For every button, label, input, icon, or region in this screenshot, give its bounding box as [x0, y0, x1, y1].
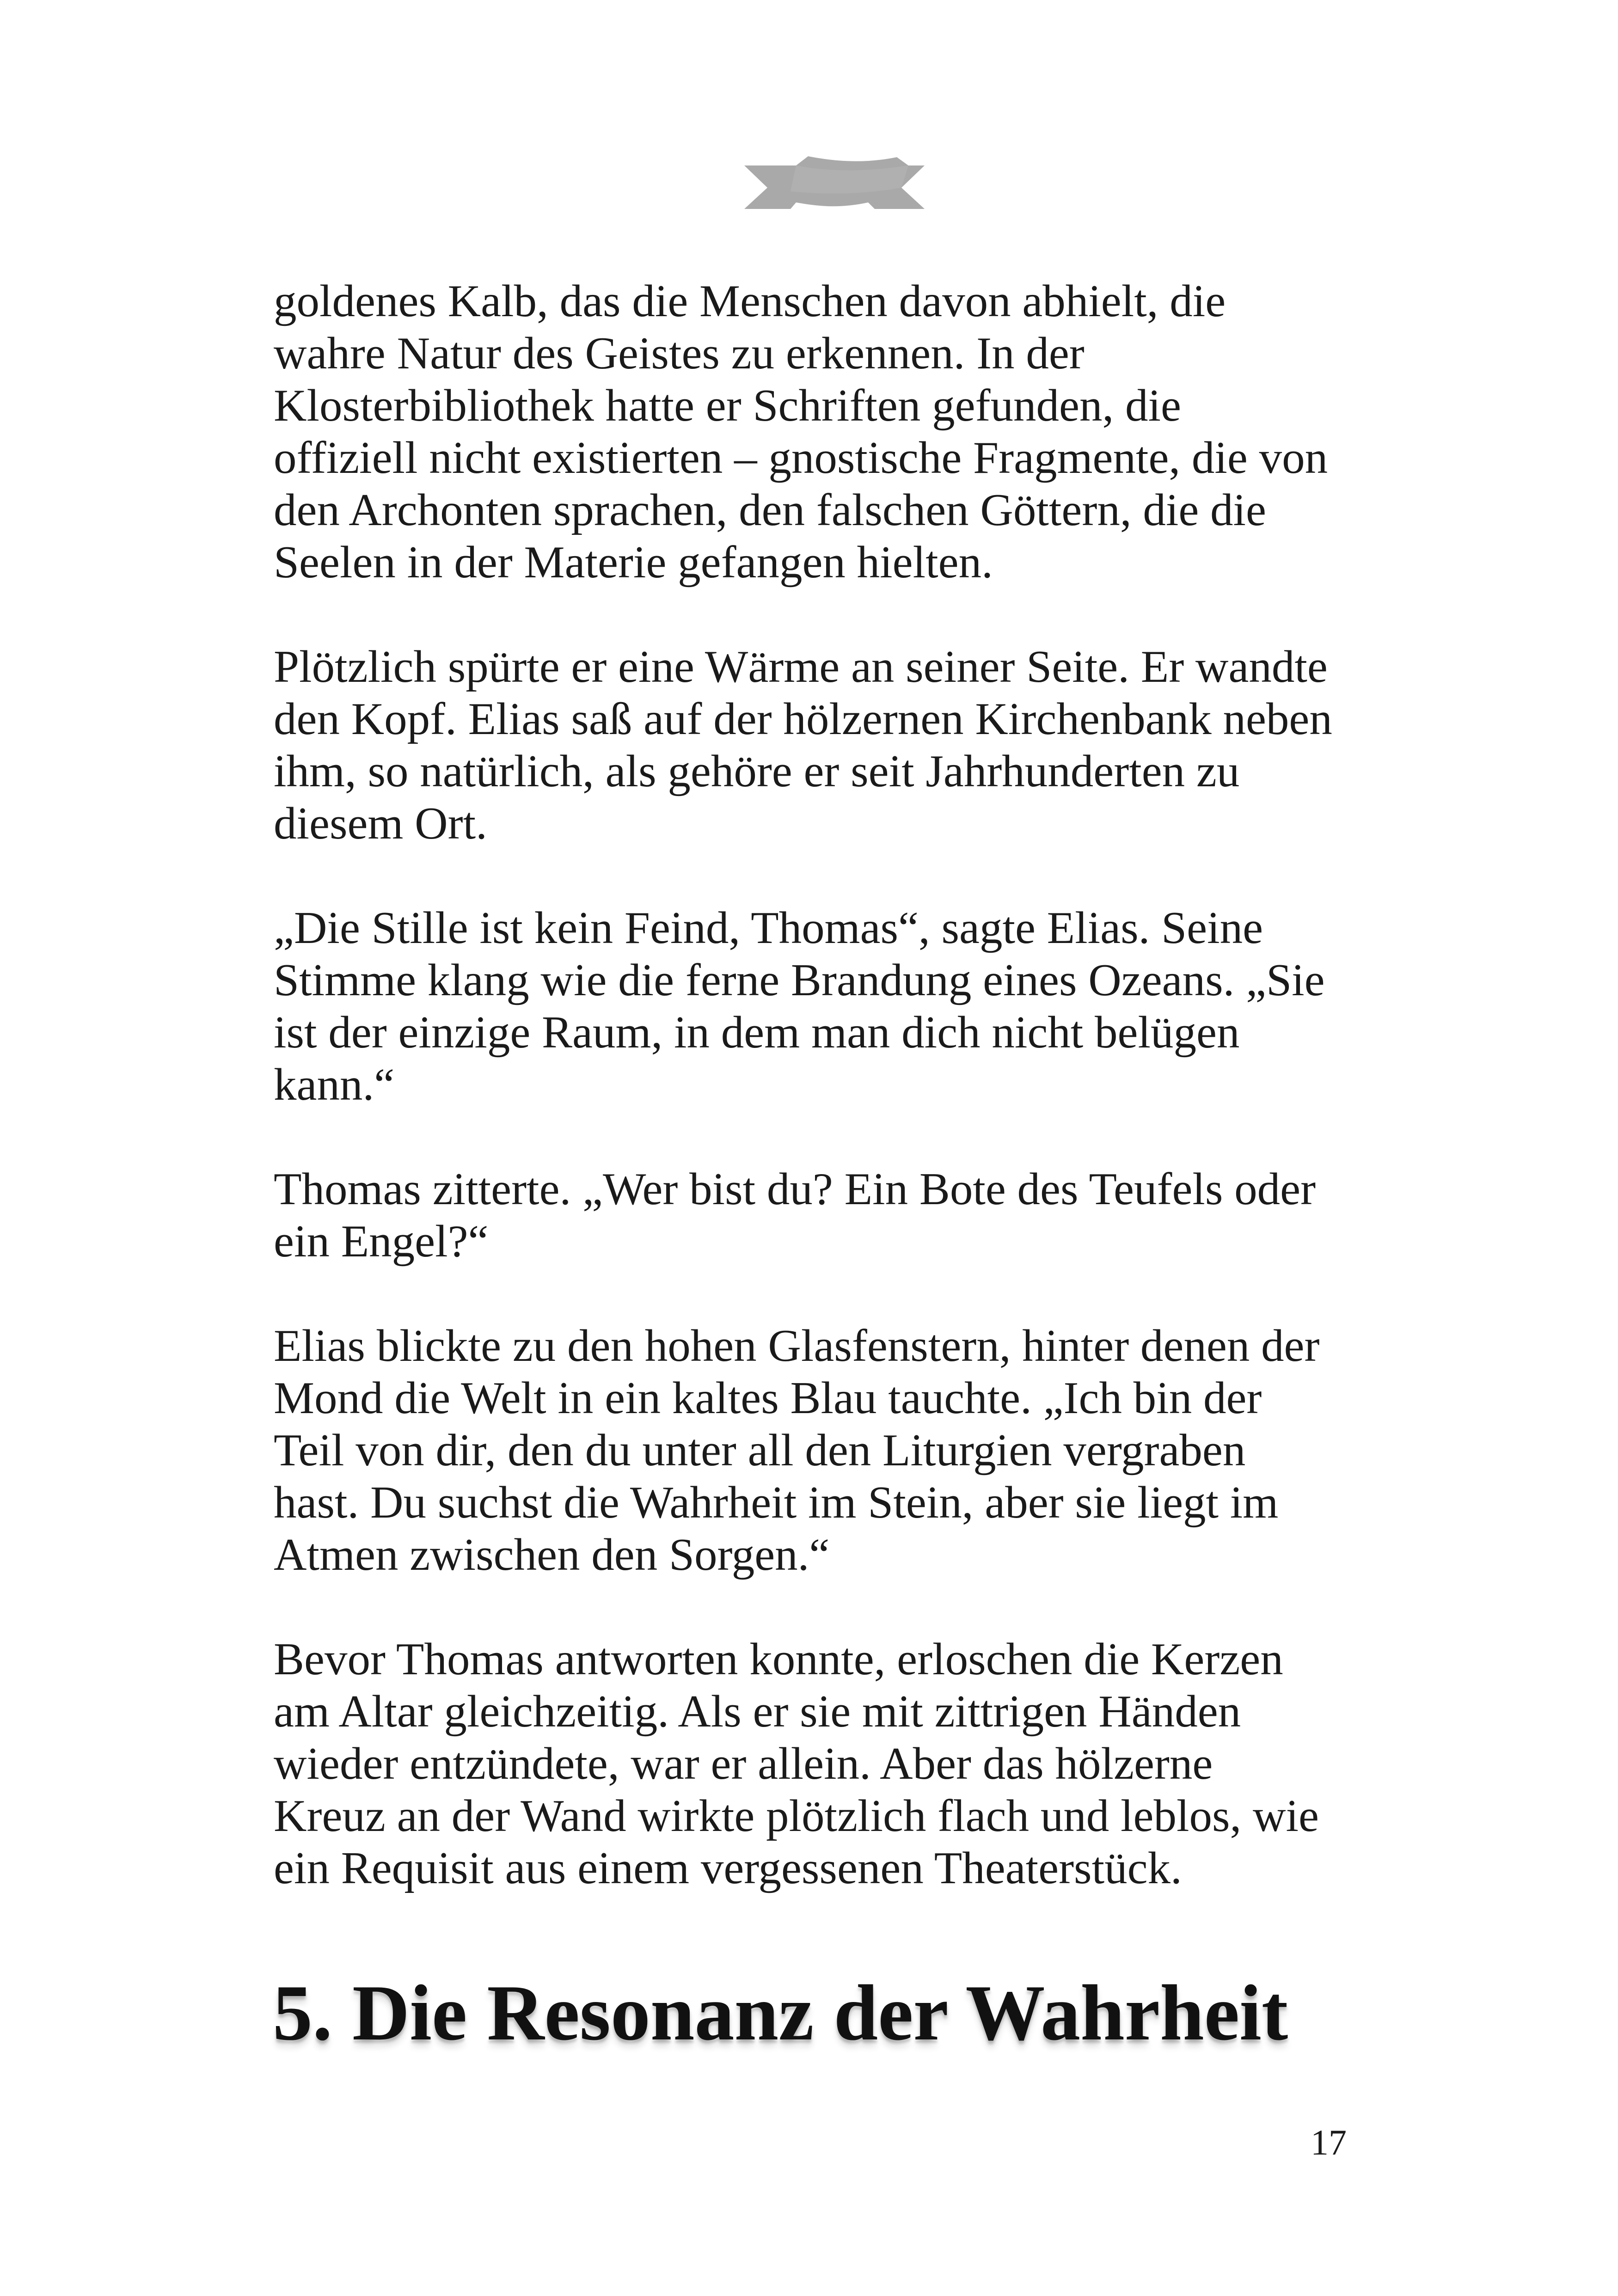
text-line: Elias blickte zu den hohen Glasfenstern, hinter denen der — [274, 1321, 1320, 1371]
text-line: den Kopf. Elias saß auf der hölzernen Kirchenbank neben — [274, 694, 1332, 744]
paragraph — [274, 902, 1351, 1111]
body-text — [274, 275, 1351, 1947]
text-line: wieder entzündete, war er allein. Aber das hölzerne — [274, 1739, 1213, 1789]
text-line: ein Engel?“ — [274, 1216, 489, 1267]
text-line: wahre Natur des Geistes zu erkennen. In der — [274, 328, 1085, 379]
paragraph — [274, 1633, 1351, 1894]
paragraph — [274, 641, 1351, 850]
page-number: 17 — [1311, 2122, 1347, 2162]
text-line: Seelen in der Materie gefangen hielten. — [274, 537, 993, 588]
text-line: hast. Du suchst die Wahrheit im Stein, aber sie liegt im — [274, 1477, 1279, 1528]
text-line: Plötzlich spürte er eine Wärme an seiner Seite. Er wandte — [274, 642, 1328, 692]
paragraph — [274, 1320, 1351, 1581]
paragraph — [274, 1163, 1351, 1267]
text-line: „Die Stille ist kein Feind, Thomas“, sagte Elias. Seine — [274, 903, 1263, 953]
paragraph — [274, 275, 1351, 588]
text-line: diesem Ort. — [274, 798, 487, 849]
text-line: ist der einzige Raum, in dem man dich nicht belügen — [274, 1007, 1240, 1058]
text-line: kann.“ — [274, 1059, 395, 1110]
text-line: Bevor Thomas antworten konnte, erloschen die Kerzen — [274, 1634, 1283, 1684]
chapter-heading: 5. Die Resonanz der Wahrheit — [273, 1969, 1288, 2057]
text-line: ein Requisit aus einem vergessenen Theaterstück. — [274, 1843, 1182, 1893]
text-line: Stimme klang wie die ferne Brandung eines Ozeans. „Sie — [274, 955, 1325, 1005]
text-line: ihm, so natürlich, als gehöre er seit Jahrhunderten zu — [274, 746, 1240, 796]
text-line: am Altar gleichzeitig. Als er sie mit zittrigen Händen — [274, 1686, 1241, 1737]
text-line: Mond die Welt in ein kaltes Blau tauchte. „Ich bin der — [274, 1373, 1262, 1423]
text-line: Atmen zwischen den Sorgen.“ — [274, 1530, 830, 1580]
text-line: Teil von dir, den du unter all den Liturgien vergraben — [274, 1425, 1246, 1476]
text-line: Kreuz an der Wand wirkte plötzlich flach und leblos, wie — [274, 1791, 1319, 1841]
text-line: den Archonten sprachen, den falschen Göttern, die die — [274, 485, 1266, 535]
text-line: goldenes Kalb, das die Menschen davon abhielt, die — [274, 276, 1226, 326]
text-line: Klosterbibliothek hatte er Schriften gefunden, die — [274, 380, 1181, 431]
ribbon-banner-icon — [744, 153, 925, 213]
text-line: Thomas zitterte. „Wer bist du? Ein Bote des Teufels oder — [274, 1164, 1316, 1214]
text-line: offiziell nicht existierten – gnostische Fragmente, die von — [274, 433, 1328, 483]
